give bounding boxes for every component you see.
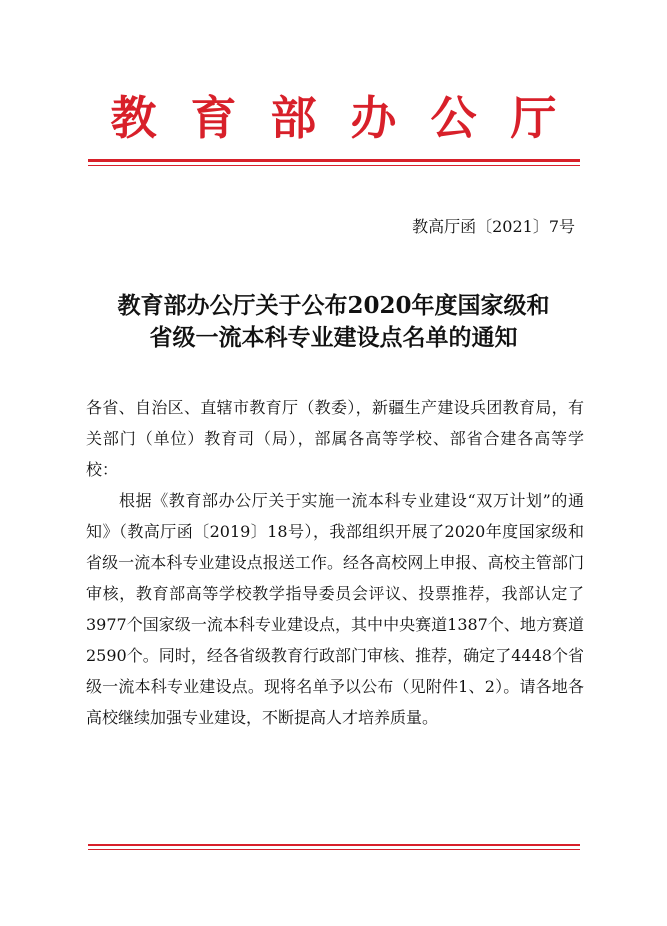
document-number: 教高厅函〔2021〕7号 (412, 217, 575, 236)
document-title-line-1: 教育部办公厅关于公布2020年度国家级和 (117, 292, 550, 319)
letterhead-thin-rule (88, 165, 580, 166)
body-paragraph: 根据《教育部办公厅关于实施一流本科专业建设“双万计划”的通知》（教高厅函〔2019〕18号），我部组织开展了2020年度国家级和省级一流本科专业建设点报送工作。经各高校网上申报、高校主管部门审核，教育部高等学校教学指导委员会评议、投票推荐，我部认定了3977个国家级一流本科专业建设点，其中中央赛道1387个、地方赛道2590个。同时，经各省级教育行政部门审核、推荐，确定了4448个省级一流本科专业建设点。现将名单予以公布（见附件1、2）。请各地各高校继续加强专业建设，不断提高人才培养质量。 (86, 491, 584, 727)
letterhead-thick-rule (88, 159, 580, 162)
salutation: 各省、自治区、直辖市教育厅（教委），新疆生产建设兵团教育局，有关部门（单位）教育司（局），部属各高等学校、部省合建各高等学校： (86, 398, 584, 479)
document-title (0, 290, 667, 354)
letterhead-org-name: 教育部办公厅 (110, 91, 591, 145)
document-title-line-2: 省级一流本科专业建设点名单的通知 (149, 324, 518, 351)
footer-thick-rule (88, 844, 580, 846)
footer-thin-rule (88, 849, 580, 850)
document-body (86, 392, 584, 733)
